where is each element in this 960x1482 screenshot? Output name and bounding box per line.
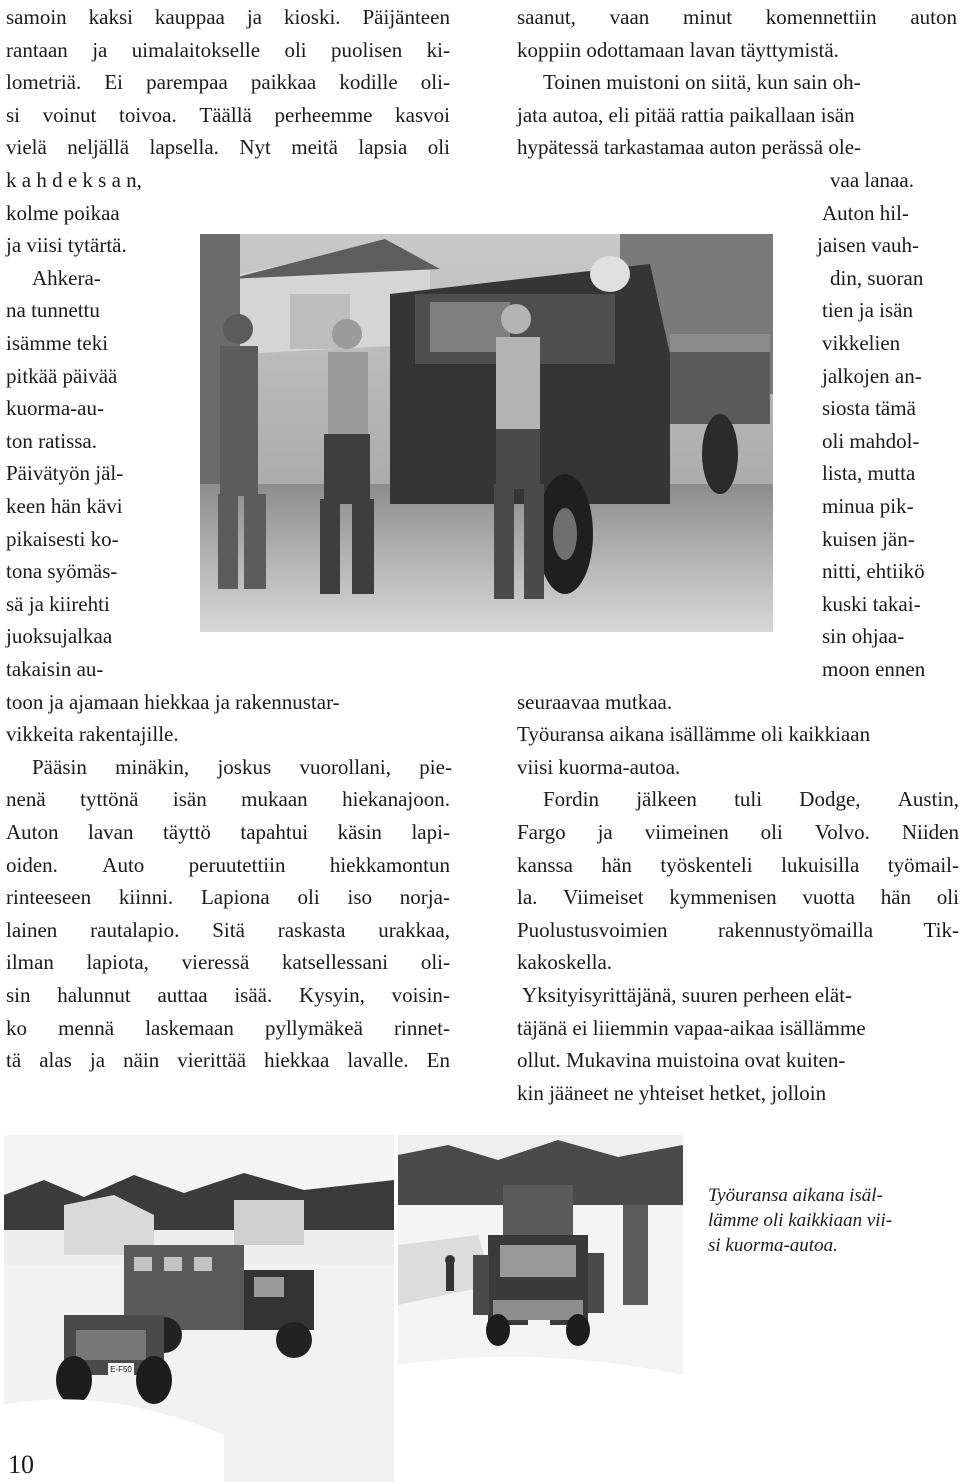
text-line: jalkojen an-: [822, 363, 922, 388]
text-line: toon ja ajamaan hiekkaa ja rakennustar-: [6, 689, 340, 714]
page-number: 10: [8, 1450, 34, 1479]
text-line: kuisen jän-: [822, 526, 915, 551]
text-line: Päivätyön jäl-: [6, 461, 124, 486]
text-line: kuorma-au-: [6, 396, 104, 421]
text-line: takaisin au-: [6, 657, 104, 681]
text-line: Fargo ja viimeinen oli Volvo. Niiden: [517, 820, 959, 844]
text-line: rinteeseen kiinni. Lapiona oli iso norja-: [6, 885, 450, 910]
text-line: Auton lavan täyttö tapahtui käsin lapi-: [6, 820, 450, 844]
winter-truck-photo-left: [4, 1135, 394, 1482]
text-line: Työuransa aikana isällämme oli kaikkiaan: [517, 722, 871, 747]
text-line: vikkeita rakentajille.: [6, 722, 179, 747]
text-line: sä ja kiirehti: [6, 591, 110, 616]
text-line: tä alas ja näin vierittää hiekkaa lavalle. En: [6, 1048, 450, 1073]
text-line: la. Viimeiset kymmenisen vuotta hän oli: [517, 885, 959, 910]
text-line: Yksityisyrittäjänä, suuren perheen elät-: [522, 983, 853, 1007]
text-line: isämme teki: [6, 331, 109, 355]
text-line: moon ennen: [822, 657, 926, 681]
text-line: din, suoran: [830, 265, 924, 290]
text-line: samoin kaksi kauppaa ja kioski. Päijänteen: [6, 5, 450, 29]
text-line: pitkää päivää: [6, 363, 118, 388]
text-line: oiden. Auto peruutettiin hiekkamontun: [6, 852, 450, 877]
text-line: kanssa hän työskenteli lukuisilla työmail-: [517, 852, 959, 877]
text-line: saanut, vaan minut komennettiin auton: [517, 5, 957, 29]
text-line: koppiin odottamaan lavan täyttymistä.: [517, 37, 839, 62]
text-line: ton ratissa.: [6, 428, 97, 453]
text-line: Auton hil-: [822, 200, 909, 225]
text-line: siosta tämä: [822, 396, 916, 421]
text-line: vikkelien: [822, 331, 901, 355]
text-line: lometriä. Ei parempaa paikkaa kodille oli-: [6, 70, 450, 95]
caption-line: lämme oli kaikkiaan vii-: [708, 1210, 893, 1231]
license-plate: E-F50: [110, 1365, 132, 1374]
text-line: nitti, ehtiikö: [822, 559, 925, 584]
text-line: Puolustusvoimien rakennustyömailla Tik-: [517, 917, 959, 942]
text-line: jata autoa, eli pitää rattia paikallaan isän: [517, 102, 855, 127]
text-line: pikaisesti ko-: [6, 526, 119, 551]
text-line: keen hän kävi: [6, 494, 123, 518]
text-line: juoksujalkaa: [6, 624, 113, 649]
text-line: Pääsin minäkin, joskus vuorollani, pie-: [32, 754, 452, 779]
text-line: Toinen muistoni on siitä, kun sain oh-: [543, 70, 861, 95]
text-line: rantaan ja uimalaitokselle oli puolisen ki-: [6, 37, 450, 62]
text-line: kolme poikaa: [6, 200, 120, 225]
text-line: seuraavaa mutkaa.: [517, 689, 673, 714]
text-line: minua pik-: [822, 494, 914, 518]
text-line: ilman lapiota, vieressä katsellessani oli-: [6, 950, 450, 975]
text-line: hypätessä tarkastamaa auton perässä ole-: [517, 135, 862, 160]
text-line: kuski takai-: [822, 591, 921, 616]
text-line: kakoskella.: [517, 950, 613, 975]
text-line: ja viisi tytärtä.: [6, 233, 127, 258]
text-line: vaa lanaa.: [830, 168, 914, 192]
text-line: täjänä ei liiemmin vapaa-aikaa isällämme: [517, 1015, 866, 1040]
text-line: viisi kuorma-autoa.: [517, 754, 681, 779]
text-line: jaisen vauh-: [817, 233, 920, 258]
text-line: Fordin jälkeen tuli Dodge, Austin,: [543, 787, 959, 812]
truck-men-photo: [200, 234, 773, 632]
text-line: si voinut toivoa. Täällä perheemme kasvoi: [6, 102, 450, 127]
text-line: nenä tyttönä isän mukaan hiekanajoon.: [6, 787, 450, 812]
caption-line: si kuorma-autoa.: [708, 1235, 838, 1256]
caption-line: Työuransa aikana isäl-: [708, 1185, 883, 1206]
text-line: tien ja isän: [822, 298, 913, 323]
winter-truck-photo-right: [398, 1135, 683, 1482]
text-line: k a h d e k s a n,: [6, 168, 142, 192]
text-line: lista, mutta: [822, 461, 916, 486]
text-line: tona syömäs-: [6, 559, 118, 584]
text-line: vielä neljällä lapsella. Nyt meitä lapsia oli: [6, 135, 450, 160]
text-line: sin ohjaa-: [822, 624, 905, 649]
text-line: ko mennä laskemaan pyllymäkeä rinnet-: [6, 1015, 450, 1040]
text-line: Ahkera-: [32, 265, 101, 290]
text-line: lainen rautalapio. Sitä raskasta urakkaa,: [6, 917, 450, 942]
text-line: kin jääneet ne yhteiset hetket, jolloin: [517, 1080, 827, 1105]
text-line: sin halunnut auttaa isää. Kysyin, voisin-: [6, 983, 450, 1007]
text-line: oli mahdol-: [822, 428, 920, 453]
text-line: na tunnettu: [6, 298, 100, 323]
text-line: ollut. Mukavina muistoina ovat kuiten-: [517, 1048, 846, 1073]
photo-caption: [708, 1183, 948, 1258]
